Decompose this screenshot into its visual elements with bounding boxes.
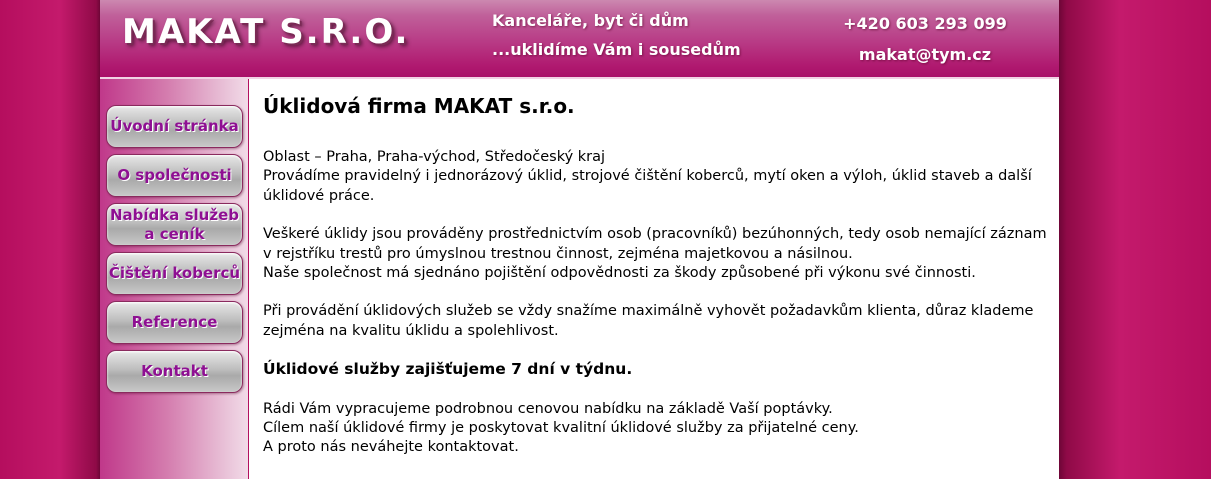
page-container: [100, 0, 1059, 479]
nav-button-reference[interactable]: Reference: [106, 301, 243, 344]
closing-paragraph: [263, 400, 1053, 458]
header-contact: [810, 8, 1040, 70]
contact-invite: A proto nás neváhejte kontaktovat.: [263, 439, 519, 456]
staff-paragraph: [263, 225, 1053, 283]
header-banner: [100, 0, 1059, 77]
staff-text: Veškeré úklidy jsou prováděny prostřednictvím osob (pracovníků) bezúhonných, tedy osob nemající záznam v rejstříku trestů pro úmyslnou trestnou činnost, zejména majetkovou a násilnou.: [263, 226, 1047, 262]
intro-paragraph: [263, 148, 1053, 206]
nav-button-kontakt[interactable]: Kontakt: [106, 350, 243, 393]
tagline-line-1: Kanceláře, byt či dům: [492, 11, 689, 30]
sidebar: [100, 79, 248, 479]
nav-button-nabidka-sluzeb[interactable]: Nabídka služeb a ceník: [106, 203, 243, 246]
availability-highlight: Úklidové služby zajišťujeme 7 dní v týdnu.: [263, 360, 633, 379]
service-area: Oblast – Praha, Praha-východ, Středočeský kraj: [263, 149, 606, 165]
page-title: Úklidová firma MAKAT s.r.o.: [263, 94, 575, 118]
phone-number: +420 603 293 099: [843, 14, 1007, 33]
left-background: [0, 0, 100, 479]
quality-paragraph: Při provádění úklidových služeb se vždy snažíme maximálně vyhovět požadavkům klienta, důraz klademe zejména na kvalitu úklidu a spolehlivost.: [263, 303, 1034, 339]
header-tagline: [492, 6, 741, 64]
email-link[interactable]: makat@tym.cz: [858, 45, 992, 64]
insurance-text: Naše společnost má sjednáno pojištění odpovědnosti za škody způsobené při výkonu své činnosti.: [263, 265, 976, 282]
right-background: [1059, 0, 1211, 479]
nav-button-o-spolecnosti[interactable]: O společnosti: [106, 154, 243, 197]
offer-text: Rádi Vám vypracujeme podrobnou cenovou nabídku na základě Vaší poptávky.: [263, 400, 833, 417]
nav-button-cisteni-kobercu[interactable]: Čištění koberců: [106, 252, 243, 295]
tagline-line-2: ...uklidíme Vám i sousedům: [492, 40, 741, 59]
services-description: Provádíme pravidelný i jednorázový úklid, strojové čištění koberců, mytí oken a výloh, úklid staveb a další úklidové práce.: [263, 168, 1032, 204]
content-text: [263, 93, 1053, 477]
site-logo[interactable]: MAKAT S.R.O.: [122, 12, 410, 52]
nav-button-uvodni-stranka[interactable]: Úvodní stránka: [106, 105, 243, 148]
main-content: [249, 79, 1059, 479]
goal-text: Cílem naší úklidové firmy je poskytovat kvalitní úklidové služby za přijatelné ceny.: [263, 420, 859, 437]
